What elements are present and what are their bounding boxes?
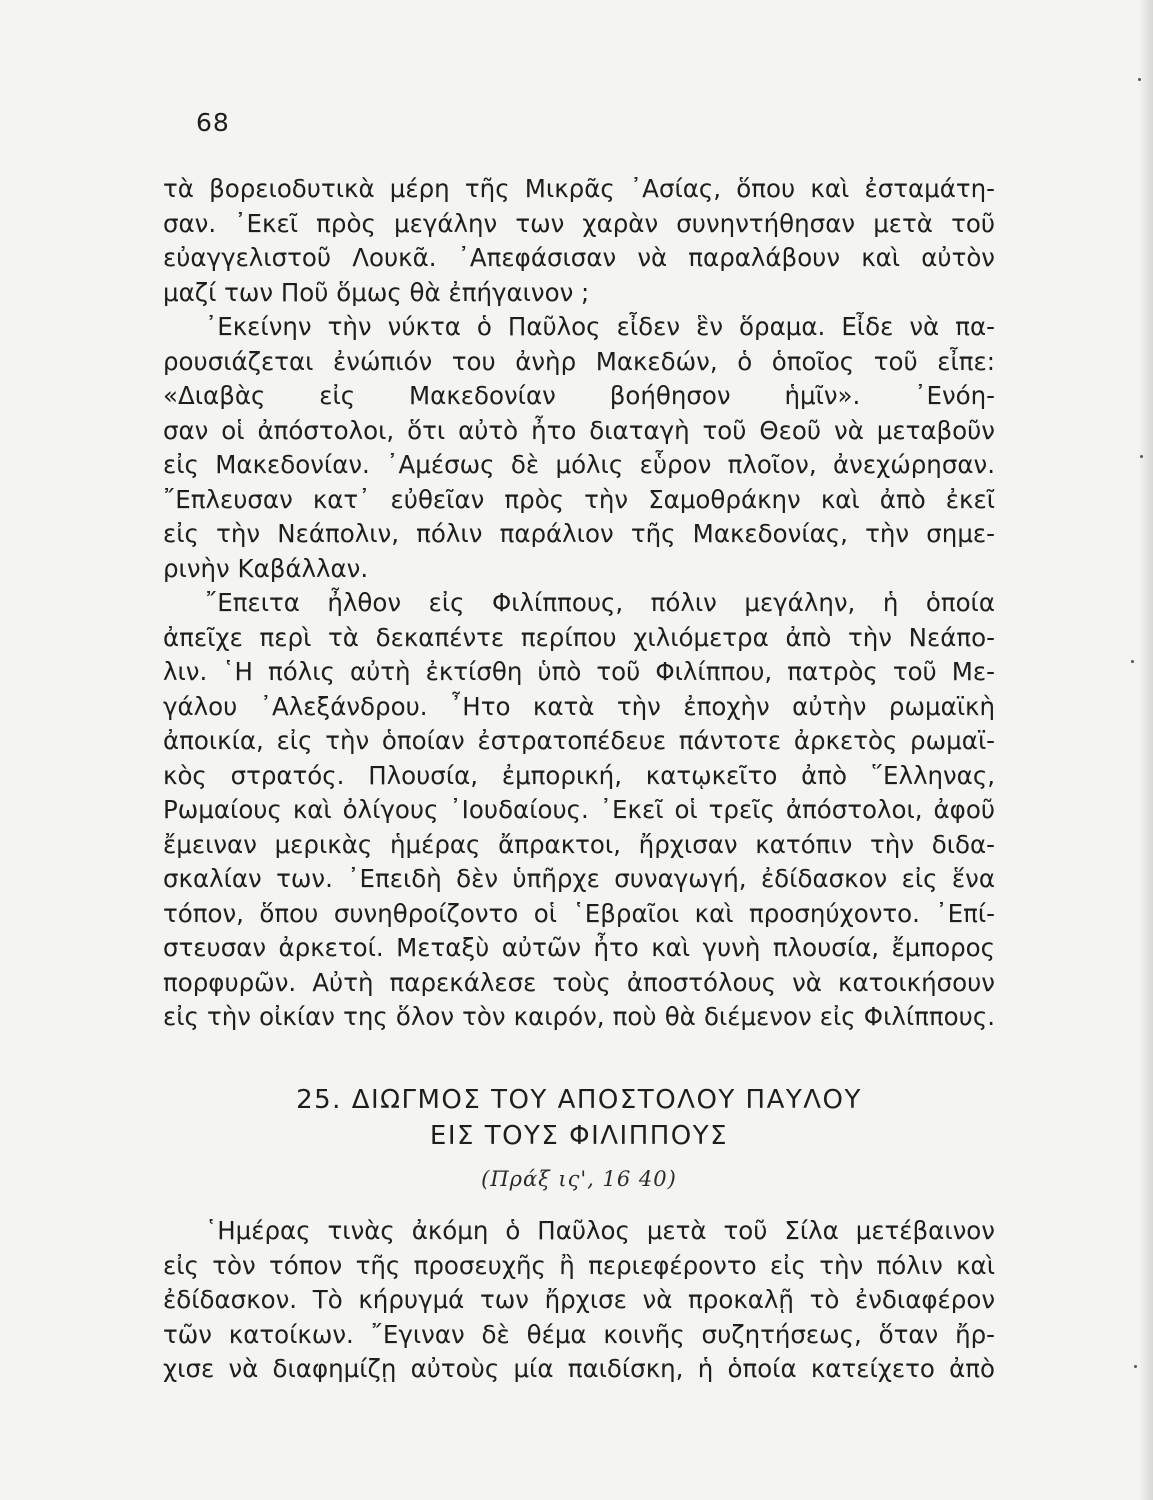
text-line: ἀπεῖχε περὶ τὰ δεκαπέντε περίπου χιλιόμετρα ἀπὸ τὴν Νεάπο- [163,622,995,652]
text-line: ῎Επειτα ἦλθον εἰς Φιλίππους, πόλιν μεγάλην, ἡ ὁποία [205,588,995,617]
scan-speck [1131,660,1134,663]
text-line: ἐδίδασκον. Τὸ κήρυγμά των ἤρχισε νὰ προκαλῇ τὸ ἐνδιαφέρον [163,1285,995,1314]
scan-speck [1140,455,1143,458]
text-line: σαν οἱ ἀπόστολοι, ὅτι αὐτὸ ἦτο διαταγὴ τοῦ Θεοῦ νὰ μεταβοῦν [163,415,995,445]
text-line: ῎Επλευσαν κατ᾿ εὐθεῖαν πρὸς τὴν Σαμοθράκην καὶ ἀπὸ ἐκεῖ [163,484,995,514]
chapter-reference: (Πράξ ις', 16 40) [481,1167,677,1191]
text-line: τόπον, ὅπου συνηθροίζοντο οἱ ῾Εβραῖοι καὶ προσηύχοντο. ᾿Επί- [163,898,995,928]
text-line: εὐαγγελιστοῦ Λουκᾶ. ᾿Απεφάσισαν νὰ παραλάβουν καὶ αὐτὸν [163,243,995,272]
body-text-section-one [163,172,995,1035]
text-line: «Διαβὰς εἰς Μακεδονίαν βοήθησον ἡμῖν». ᾿Ενόη- [163,381,995,410]
text-line: μαζί των Ποῦ ὅμως θὰ ἐπήγαινον ; [163,277,590,307]
text-line: ρινὴν Καβάλλαν. [163,553,369,583]
text-line: σαν. ᾿Εκεῖ πρὸς μεγάλην των χαρὰν συνηντήθησαν μετὰ τοῦ [163,208,995,238]
text-line: εἰς τὴν οἰκίαν της ὅλον τὸν καιρόν, ποὺ θὰ διέμενον εἰς Φιλίππους. [163,1002,995,1031]
text-line: χισε νὰ διαφημίζῃ αὐτοὺς μία παιδίσκη, ἡ ὁποία κατείχετο ἀπὸ [163,1354,995,1383]
scan-speck [1134,1365,1137,1368]
text-line: ῾Ημέρας τινὰς ἀκόμη ὁ Παῦλος μετὰ τοῦ Σίλα μετέβαινον [205,1216,995,1245]
text-line: εἰς Μακεδονίαν. ᾿Αμέσως δὲ μόλις εὗρον πλοῖον, ἀνεχώρησαν. [163,450,995,479]
body-text-section-two [163,1214,995,1387]
text-line: ρουσιάζεται ἐνώπιόν του ἀνὴρ Μακεδών, ὁ ὁποῖος τοῦ εἶπε: [163,346,995,376]
text-line: γάλου ᾿Αλεξάνδρου. ῏Ητο κατὰ τὴν ἐποχὴν αὐτὴν ρωμαϊκὴ [163,691,995,721]
text-line: στευσαν ἀρκετοί. Μεταξὺ αὐτῶν ἦτο καὶ γυνὴ πλουσία, ἔμπορος [163,933,995,962]
chapter-title-line-1: 25. ΔΙΩΓΜΟΣ ΤΟΥ ΑΠΟΣΤΟΛΟΥ ΠΑΥΛΟΥ [296,1085,862,1115]
chapter-heading [163,1082,995,1154]
page-edge-shadow [1139,0,1153,1500]
text-line: σκαλίαν των. ᾿Επειδὴ δὲν ὑπῆρχε συναγωγή, ἐδίδασκον εἰς ἕνα [163,864,995,893]
text-line: πορφυρῶν. Αὐτὴ παρεκάλεσε τοὺς ἀποστόλους νὰ κατοικήσουν [163,967,995,997]
text-line: ᾿Εκείνην τὴν νύκτα ὁ Παῦλος εἶδεν ἓν ὅραμα. Εἶδε νὰ πα- [205,312,995,341]
text-line: Ρωμαίους καὶ ὀλίγους ᾿Ιουδαίους. ᾿Εκεῖ οἱ τρεῖς ἀπόστολοι, ἀφοῦ [163,795,995,824]
text-line: λιν. ῾Η πόλις αὐτὴ ἐκτίσθη ὑπὸ τοῦ Φιλίππου, πατρὸς τοῦ Με- [163,657,995,686]
text-line: εἰς τὴν Νεάπολιν, πόλιν παράλιον τῆς Μακεδονίας, τὴν σημε- [163,519,995,548]
text-line: κὸς στρατός. Πλουσία, ἐμπορική, κατῳκεῖτο ἀπὸ ῞Ελληνας, [163,760,995,790]
text-line: ἀποικία, εἰς τὴν ὁποίαν ἐστρατοπέδευε πάντοτε ἀρκετὸς ρωμαϊ- [163,726,995,755]
text-line: εἰς τὸν τόπον τῆς προσευχῆς ἢ περιεφέροντο εἰς τὴν πόλιν καὶ [163,1250,995,1280]
text-line: τὰ βορειοδυτικὰ μέρη τῆς Μικρᾶς ᾿Ασίας, ὅπου καὶ ἐσταμάτη- [163,174,995,203]
page-number: 68 [196,108,230,137]
scan-speck [1138,78,1141,81]
text-line: ἔμειναν μερικὰς ἡμέρας ἄπρακτοι, ἤρχισαν κατόπιν τὴν διδα- [163,829,995,859]
chapter-title-line-2: ΕΙΣ ΤΟΥΣ ΦΙΛΙΠΠΟΥΣ [429,1121,729,1151]
text-line: τῶν κατοίκων. ῎Εγιναν δὲ θέμα κοινῆς συζητήσεως, ὅταν ἤρ- [163,1319,995,1349]
